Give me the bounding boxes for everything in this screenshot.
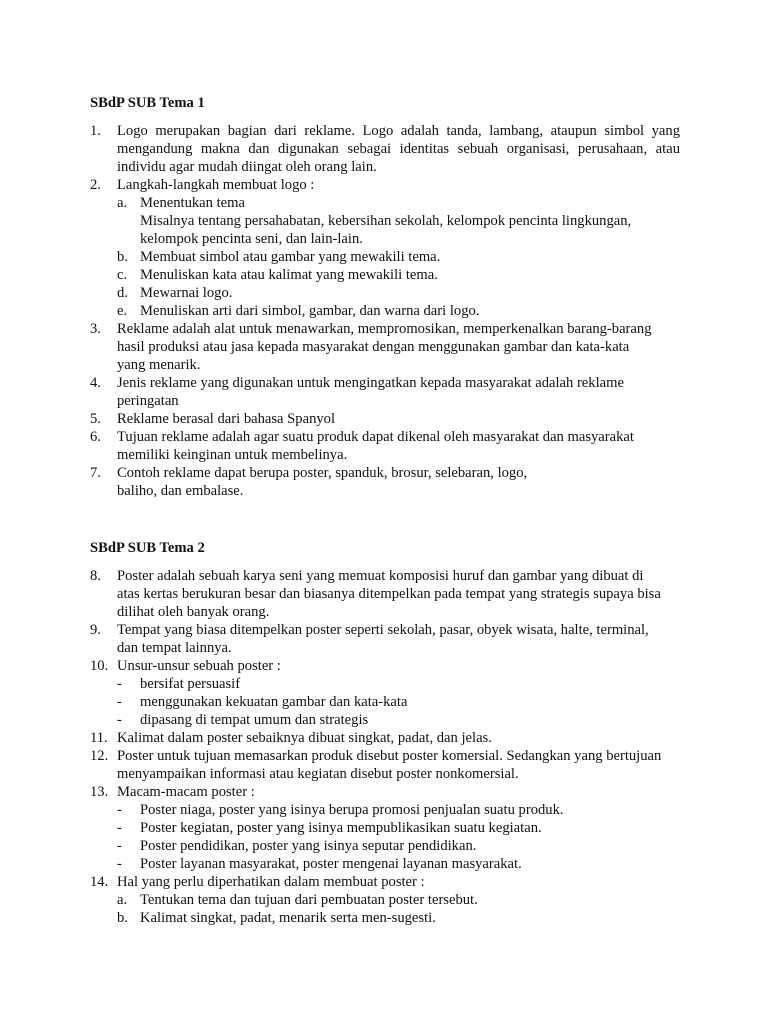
list-item-3	[90, 320, 680, 374]
item-text-line: Tujuan reklame adalah agar suatu produk dapat dikenal oleh masyarakat dan masyarakat	[117, 429, 634, 445]
list-item-10	[90, 657, 680, 729]
item-number: 11.	[90, 730, 108, 746]
sub-item-b	[117, 248, 680, 266]
item-text-line: yang menarik.	[117, 357, 201, 373]
item-text-line: menyampaikan informasi atau kegiatan disebut poster nonkomersial.	[117, 766, 519, 782]
section-title-tema-1: SBdP SUB Tema 1	[90, 95, 205, 111]
list-tema-1	[90, 122, 680, 500]
item-text-line: Tempat yang biasa ditempelkan poster seperti sekolah, pasar, obyek wisata, halte, terminal,	[117, 622, 649, 638]
item-text-line: baliho, dan embalase.	[117, 483, 244, 499]
item-text: Macam-macam poster :	[117, 784, 255, 800]
sub-item-text: Menuliskan arti dari simbol, gambar, dan warna dari logo.	[140, 303, 480, 319]
list-item-1	[90, 122, 680, 176]
list-item-4	[90, 374, 680, 410]
dash-marker: -	[117, 856, 122, 872]
item-number: 10.	[90, 658, 109, 674]
list-item-2	[90, 176, 680, 320]
item-text: Kalimat dalam poster sebaiknya dibuat singkat, padat, dan jelas.	[117, 730, 492, 746]
sub-item-c	[117, 266, 680, 284]
dash-marker: -	[117, 802, 122, 818]
list-item-7	[90, 464, 680, 500]
sub-item-e	[117, 302, 680, 320]
sub-item-marker: e.	[117, 303, 128, 319]
dash-marker: -	[117, 838, 122, 854]
item-number: 2.	[90, 177, 101, 193]
item-text-line: Reklame adalah alat untuk menawarkan, mempromosikan, memperkenalkan barang-barang	[117, 321, 652, 337]
sub-item-marker: b.	[117, 910, 128, 926]
list-item-8	[90, 567, 680, 621]
sub-item-marker: a.	[117, 195, 128, 211]
sub-item-dash	[117, 711, 680, 729]
sub-item-marker: b.	[117, 249, 128, 265]
item-text-line: memiliki keinginan untuk membelinya.	[117, 447, 348, 463]
item-text-line: dan tempat lainnya.	[117, 640, 232, 656]
sub-item-a	[117, 194, 680, 248]
item-text-line: dilihat oleh banyak orang.	[117, 604, 270, 620]
sub-item-text: Poster kegiatan, poster yang isinya mempublikasikan suatu kegiatan.	[140, 820, 542, 836]
sub-item-text: Kalimat singkat, padat, menarik serta men-sugesti.	[140, 910, 436, 926]
list-item-5	[90, 410, 680, 428]
item-number: 5.	[90, 411, 101, 427]
sub-item-text: Membuat simbol atau gambar yang mewakili tema.	[140, 249, 441, 265]
item-text: Logo merupakan bagian dari reklame. Logo adalah tanda, lambang, ataupun simbol yang mengandung makna dan digunakan sebagai identitas sebuah organisasi, perusahaan, atau individu agar mudah diingat oleh orang lain.	[117, 123, 680, 175]
dash-marker: -	[117, 676, 122, 692]
sub-item-text: Menuliskan kata atau kalimat yang mewakili tema.	[140, 267, 438, 283]
item-text: Hal yang perlu diperhatikan dalam membuat poster :	[117, 874, 425, 890]
sub-item-text: Menentukan tema	[140, 195, 245, 211]
item-number: 12.	[90, 748, 109, 764]
sub-item-b	[117, 909, 680, 927]
dash-marker: -	[117, 694, 122, 710]
item-number: 1.	[90, 123, 101, 139]
item-number: 8.	[90, 568, 101, 584]
sub-item-text: dipasang di tempat umum dan strategis	[140, 712, 369, 728]
sub-item-marker: d.	[117, 285, 128, 301]
sub-item-a	[117, 891, 680, 909]
sub-item-dash	[117, 675, 680, 693]
item-number: 14.	[90, 874, 109, 890]
item-text: Reklame berasal dari bahasa Spanyol	[117, 411, 336, 427]
item-text: Unsur-unsur sebuah poster :	[117, 658, 281, 674]
sub-item-dash	[117, 693, 680, 711]
sub-item-detail-line: kelompok pencinta seni, dan lain-lain.	[140, 231, 363, 247]
sub-item-d	[117, 284, 680, 302]
sub-item-marker: a.	[117, 892, 128, 908]
item-text-line: Jenis reklame yang digunakan untuk mengingatkan kepada masyarakat adalah reklame	[117, 375, 624, 391]
sub-item-dash	[117, 837, 680, 855]
item-text-line: Contoh reklame dapat berupa poster, spanduk, brosur, selebaran, logo,	[117, 465, 528, 481]
sub-item-dash	[117, 819, 680, 837]
item-text: Langkah-langkah membuat logo :	[117, 177, 315, 193]
sub-item-text: Tentukan tema dan tujuan dari pembuatan poster tersebut.	[140, 892, 478, 908]
item-number: 13.	[90, 784, 109, 800]
item-number: 6.	[90, 429, 101, 445]
sub-item-text: Poster niaga, poster yang isinya berupa promosi penjualan suatu produk.	[140, 802, 564, 818]
item-text-line: Poster untuk tujuan memasarkan produk disebut poster komersial. Sedangkan yang bertujuan	[117, 748, 662, 764]
list-item-11	[90, 729, 680, 747]
item-number: 9.	[90, 622, 101, 638]
sub-item-text: bersifat persuasif	[140, 676, 241, 692]
item-text-line: Poster adalah sebuah karya seni yang memuat komposisi huruf dan gambar yang dibuat di	[117, 568, 644, 584]
list-item-13	[90, 783, 680, 873]
sub-item-text: Poster layanan masyarakat, poster mengenai layanan masyarakat.	[140, 856, 522, 872]
sub-item-detail-line: Misalnya tentang persahabatan, kebersihan sekolah, kelompok pencinta lingkungan,	[140, 213, 632, 229]
dash-marker: -	[117, 712, 122, 728]
item-number: 4.	[90, 375, 101, 391]
sub-item-marker: c.	[117, 267, 128, 283]
sub-item-text: Mewarnai logo.	[140, 285, 233, 301]
item-number: 3.	[90, 321, 101, 337]
sub-item-text: Poster pendidikan, poster yang isinya seputar pendidikan.	[140, 838, 477, 854]
sub-item-text: menggunakan kekuatan gambar dan kata-kata	[140, 694, 408, 710]
dash-marker: -	[117, 820, 122, 836]
item-number: 7.	[90, 465, 101, 481]
item-text-line: atas kertas berukuran besar dan biasanya ditempelkan pada tempat yang strategis supaya bisa	[117, 586, 661, 602]
section-title-tema-2: SBdP SUB Tema 2	[90, 540, 205, 556]
list-item-14	[90, 873, 680, 927]
sub-item-dash	[117, 855, 680, 873]
list-item-9	[90, 621, 680, 657]
sub-item-dash	[117, 801, 680, 819]
item-text-line: hasil produksi atau jasa kepada masyarakat dengan menggunakan gambar dan kata-kata	[117, 339, 630, 355]
list-tema-2	[90, 567, 680, 927]
item-text-line: peringatan	[117, 393, 179, 409]
list-item-12	[90, 747, 680, 783]
list-item-6	[90, 428, 680, 464]
